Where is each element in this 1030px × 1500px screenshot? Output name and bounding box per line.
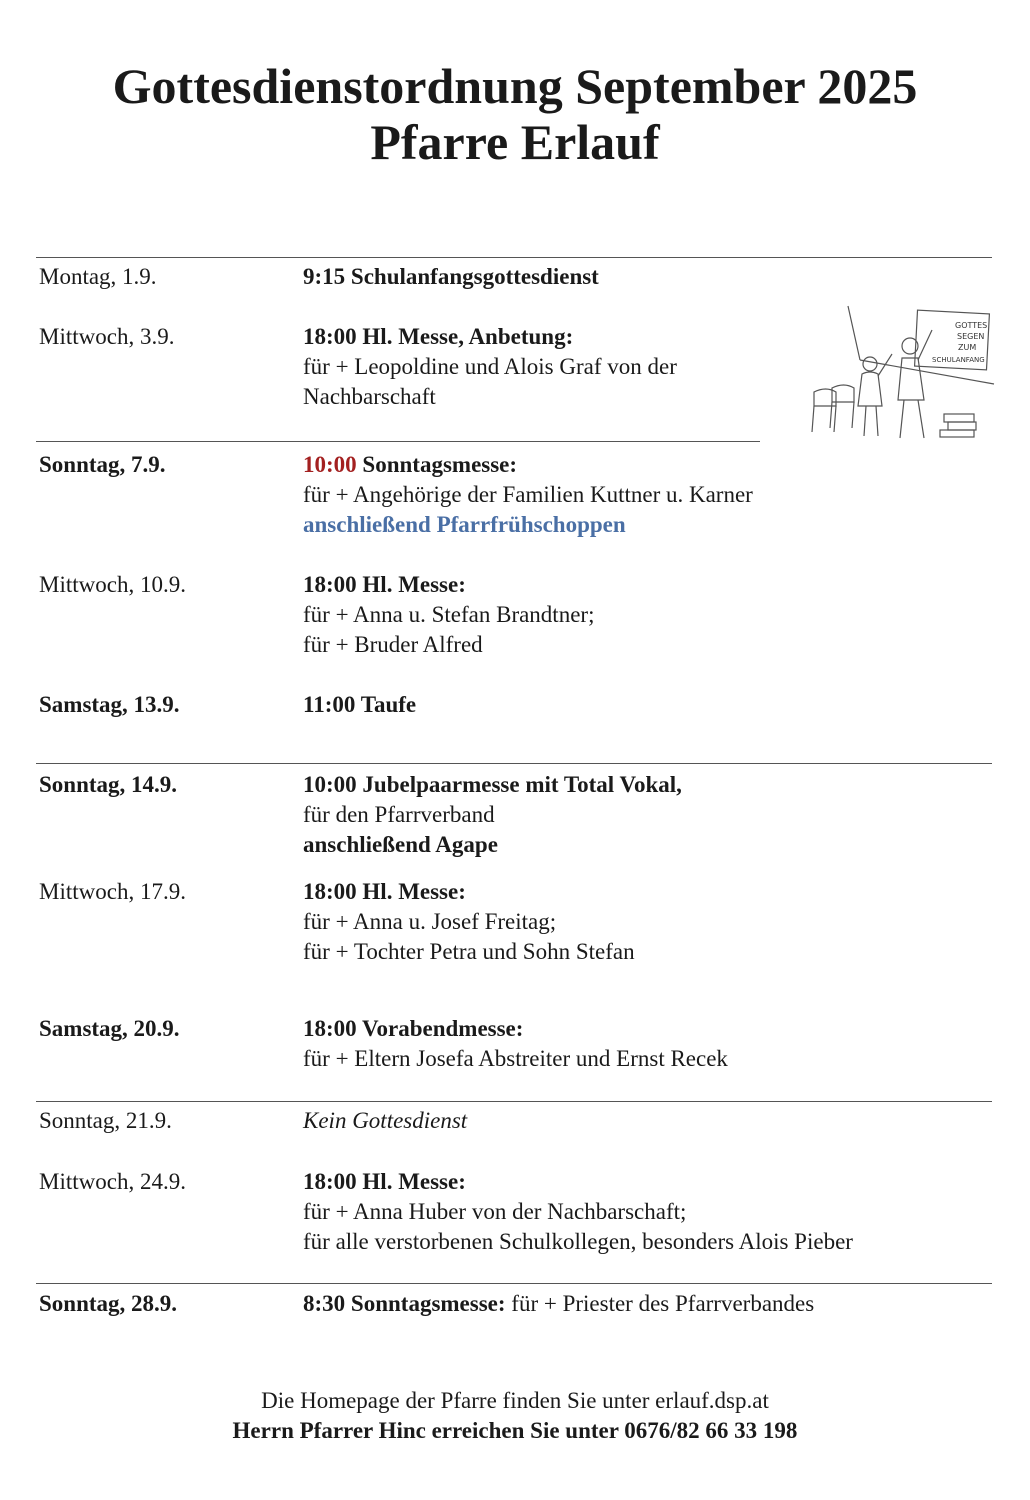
board-text: SCHULANFANG <box>932 356 985 364</box>
entry-line: für + Anna Huber von der Nachbarschaft; <box>303 1199 687 1224</box>
entry-line <box>303 1289 1003 1319</box>
divider <box>36 441 760 442</box>
page-subtitle: Pfarre Erlauf <box>370 114 660 170</box>
entry-line: 18:00 Hl. Messe, Anbetung: <box>303 324 574 349</box>
entry-line: für alle verstorbenen Schulkollegen, besonders Alois Pieber <box>303 1229 853 1254</box>
entry-line: Kein Gottesdienst <box>303 1108 468 1133</box>
divider <box>36 257 992 258</box>
entry-day: Sonntag, 21.9. <box>39 1108 172 1133</box>
entry-line: 18:00 Hl. Messe: <box>303 572 466 597</box>
entry-line: für den Pfarrverband <box>303 802 495 827</box>
entry-line: für + Bruder Alfred <box>303 632 483 657</box>
mass-intention: für + Priester des Pfarrverbandes <box>505 1291 815 1316</box>
homepage-note: Die Homepage der Pfarre finden Sie unter erlauf.dsp.at <box>261 1388 769 1413</box>
entry-line: anschließend Agape <box>303 832 498 857</box>
entry-details <box>303 770 1003 860</box>
divider <box>36 1101 992 1102</box>
entry-day: Samstag, 20.9. <box>39 1016 180 1041</box>
entry-line: 9:15 Schulanfangsgottesdienst <box>303 264 599 289</box>
entry-day: Sonntag, 28.9. <box>39 1291 178 1316</box>
entry-day: Mittwoch, 10.9. <box>39 572 186 597</box>
entry-details <box>303 262 1003 292</box>
divider <box>36 1283 992 1284</box>
entry-line: 18:00 Hl. Messe: <box>303 879 466 904</box>
entry-details <box>303 690 1003 720</box>
board-text: GOTTES <box>955 321 988 330</box>
entry-details <box>303 1014 1003 1074</box>
entry-line: 10:00 Jubelpaarmesse mit Total Vokal, <box>303 772 682 797</box>
entry-day: Mittwoch, 24.9. <box>39 1169 186 1194</box>
contact-note: Herrn Pfarrer Hinc erreichen Sie unter 0676/82 66 33 198 <box>232 1418 798 1443</box>
entry-details <box>303 1106 1003 1136</box>
entry-line: für + Eltern Josefa Abstreiter und Ernst Recek <box>303 1046 728 1071</box>
school-start-illustration <box>800 302 996 448</box>
board-text: ZUM <box>958 343 977 352</box>
divider <box>36 763 992 764</box>
entry-details <box>303 877 1003 967</box>
entry-line: 18:00 Hl. Messe: <box>303 1169 466 1194</box>
entry-line: für + Anna u. Josef Freitag; <box>303 909 557 934</box>
entry-line: Nachbarschaft <box>303 384 436 409</box>
entry-line: für + Leopoldine und Alois Graf von der <box>303 354 677 379</box>
entry-line: für + Tochter Petra und Sohn Stefan <box>303 939 635 964</box>
entry-line <box>303 450 1003 480</box>
page-title: Gottesdienstordnung September 2025 <box>112 58 918 114</box>
mass-type: Sonntagsmesse: <box>356 452 518 477</box>
entry-day: Sonntag, 14.9. <box>39 772 178 797</box>
entry-day: Montag, 1.9. <box>39 264 157 289</box>
entry-line: 11:00 Taufe <box>303 692 417 717</box>
entry-day: Mittwoch, 17.9. <box>39 879 186 904</box>
entry-details <box>303 570 1003 660</box>
entry-day: Sonntag, 7.9. <box>39 452 166 477</box>
board-text: SEGEN <box>957 332 985 341</box>
entry-details <box>303 1289 1003 1319</box>
entry-line: 18:00 Vorabendmesse: <box>303 1016 524 1041</box>
entry-details <box>303 450 1003 540</box>
mass-time: 10:00 <box>303 452 357 477</box>
entry-details <box>303 1167 1003 1257</box>
mass-type: 8:30 Sonntagsmesse: <box>303 1291 506 1316</box>
entry-day: Mittwoch, 3.9. <box>39 324 175 349</box>
entry-day: Samstag, 13.9. <box>39 692 180 717</box>
entry-line: anschließend Pfarrfrühschoppen <box>303 512 626 537</box>
entry-line: für + Angehörige der Familien Kuttner u. Karner <box>303 482 753 507</box>
entry-line: für + Anna u. Stefan Brandtner; <box>303 602 595 627</box>
